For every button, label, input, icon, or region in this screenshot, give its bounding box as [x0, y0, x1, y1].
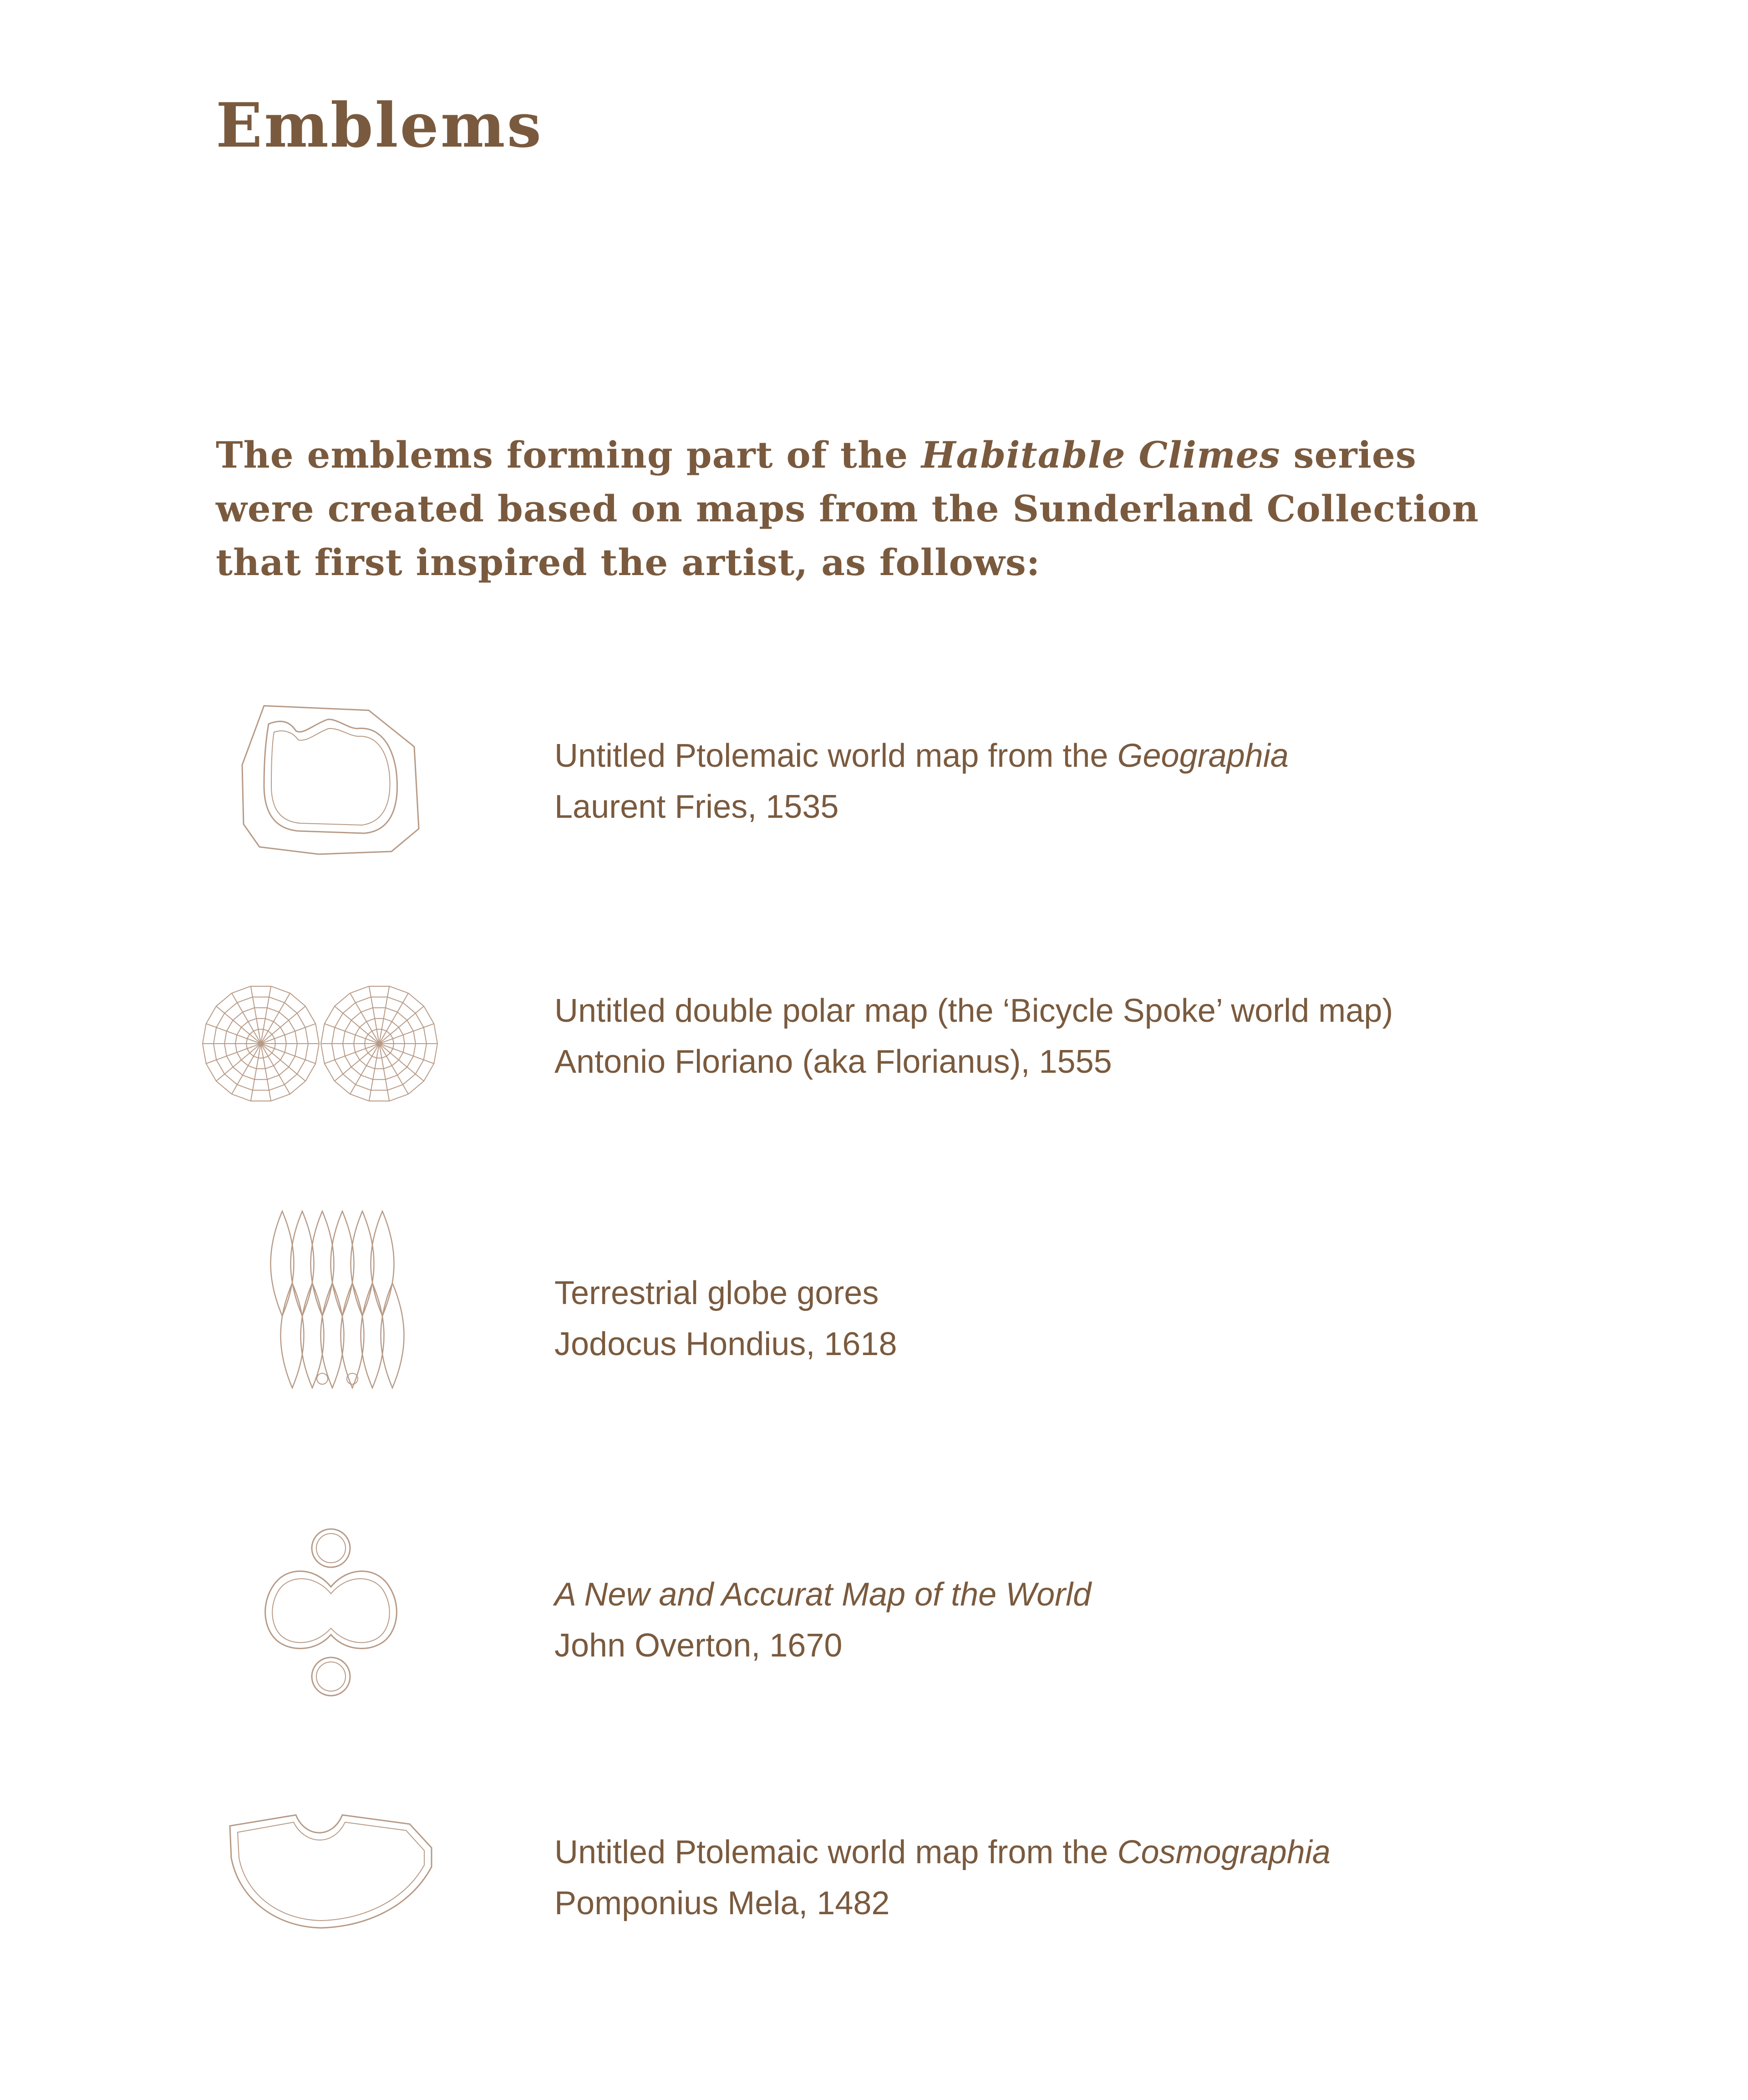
polar-ring-segment: [361, 1008, 373, 1012]
polar-ring-segment: [403, 1074, 416, 1085]
polar-ring-segment: [249, 1031, 254, 1034]
polar-spoke: [335, 1006, 379, 1044]
polar-ring-segment: [297, 1060, 305, 1074]
polar-ring-segment: [237, 1052, 241, 1060]
accurat-map-emblem-icon: [200, 1521, 455, 1712]
intro-text-start: The emblems forming part of the: [216, 433, 921, 476]
polar-ring-segment: [343, 1031, 345, 1044]
polar-ring-segment: [224, 1003, 237, 1013]
polar-ring-segment: [280, 1027, 285, 1035]
polar-ring-segment: [387, 997, 403, 1003]
polar-ring-segment: [332, 1027, 335, 1044]
polar-ring-segment: [403, 1035, 405, 1044]
polar-ring-segment: [216, 1013, 224, 1027]
polar-ring-segment: [351, 1012, 361, 1020]
polar-ring-segment: [389, 1094, 408, 1101]
polar-ring-segment: [247, 1034, 250, 1039]
polar-ring-segment: [305, 1044, 308, 1060]
polar-ring-segment: [356, 997, 371, 1003]
polar-ring-segment: [232, 1094, 251, 1101]
polar-ring-segment: [416, 1060, 424, 1074]
emblem-credit: Jodocus Hondius, 1618: [554, 1326, 897, 1362]
polar-ring-segment: [305, 1006, 315, 1024]
polar-ring-segment: [246, 1044, 247, 1049]
polar-ring-segment: [407, 1020, 413, 1031]
polar-ring-segment: [354, 1035, 355, 1044]
polar-ring-segment: [391, 1049, 393, 1053]
polar-ring-segment: [366, 1065, 375, 1069]
emblem-entry-overton: [0, 1521, 1748, 1712]
polar-ring-segment: [332, 1044, 335, 1060]
polar-ring-segment: [386, 1031, 391, 1034]
polar-spoke: [216, 1044, 261, 1081]
polar-ring-segment: [321, 1044, 325, 1064]
polar-ring-segment: [247, 1049, 250, 1053]
ptolemaic-cosmographia-emblem-icon: [200, 1799, 455, 1990]
polar-ring-segment: [249, 1053, 254, 1056]
emblem-entry-hondius: [0, 1207, 1748, 1398]
polar-ring-segment: [325, 1064, 335, 1081]
polar-wheel: [203, 986, 319, 1101]
polar-ring-segment: [397, 1012, 407, 1020]
polar-ring-segment: [305, 1064, 315, 1081]
emblem-title: Untitled Ptolemaic world map from the Geographia: [554, 738, 1289, 774]
polar-ring-segment: [213, 1044, 216, 1060]
polar-ring-segment: [279, 1067, 289, 1075]
emblem-entry-mela: [0, 1799, 1748, 1990]
polar-ring-segment: [237, 1027, 241, 1035]
polar-ring-segment: [393, 1039, 394, 1044]
polar-ring-segment: [325, 1006, 335, 1024]
emblem-caption-overton: [554, 1569, 1091, 1671]
polar-ring-segment: [272, 1049, 275, 1053]
polar-ring-segment: [403, 1044, 405, 1052]
polar-ring-segment: [206, 1064, 216, 1081]
emblem-entry-fries: [0, 692, 1748, 883]
polar-ring-segment: [343, 1074, 356, 1085]
polar-spoke: [379, 1006, 424, 1044]
polar-ring-segment: [366, 1019, 375, 1022]
polar-spoke: [261, 1006, 305, 1044]
polar-ring-segment: [269, 1085, 285, 1090]
polar-ring-segment: [271, 986, 290, 993]
polar-ring-segment: [254, 1056, 258, 1058]
polar-ring-segment: [372, 1029, 376, 1031]
polar-ring-segment: [235, 1044, 237, 1052]
polar-ring-segment: [285, 1003, 297, 1013]
polar-ring-segment: [335, 993, 350, 1006]
polar-spoke: [261, 1044, 305, 1081]
emblem-credit: Pomponius Mela, 1482: [554, 1885, 890, 1922]
emblem-caption-fries: [554, 730, 1289, 832]
polar-ring-segment: [224, 1074, 237, 1085]
polar-ring-segment: [290, 1081, 305, 1094]
polar-ring-segment: [248, 1019, 256, 1022]
polar-ring-segment: [350, 986, 369, 993]
polar-ring-segment: [297, 1013, 305, 1027]
polar-ring-segment: [268, 1031, 272, 1034]
emblem-caption-mela: [554, 1827, 1331, 1929]
polar-ring-segment: [387, 1085, 403, 1090]
polar-ring-segment: [434, 1024, 437, 1044]
polar-ring-segment: [265, 1065, 274, 1069]
emblem-title: Untitled Ptolemaic world map from the Cosmographia: [554, 1834, 1331, 1871]
polar-ring-segment: [403, 1003, 416, 1013]
polar-ring-segment: [368, 1031, 372, 1034]
polar-ring-segment: [361, 1075, 373, 1080]
polar-ring-segment: [241, 1022, 248, 1028]
polar-ring-segment: [386, 1008, 397, 1012]
polar-ring-segment: [424, 1006, 434, 1024]
polar-ring-segment: [434, 1044, 437, 1064]
polar-ring-segment: [243, 1075, 254, 1080]
polar-ring-segment: [267, 1008, 279, 1012]
polar-ring-segment: [335, 1060, 343, 1074]
polar-ring-segment: [290, 993, 305, 1006]
polar-ring-segment: [424, 1064, 434, 1081]
polar-ring-segment: [416, 1013, 424, 1027]
polar-ring-segment: [355, 1027, 360, 1035]
polar-ring-segment: [366, 1049, 368, 1053]
polar-ring-segment: [216, 993, 232, 1006]
polar-ring-segment: [392, 1060, 399, 1066]
polar-ring-segment: [289, 1020, 295, 1031]
polar-ring-segment: [408, 1081, 424, 1094]
polar-ring-segment: [413, 1031, 416, 1044]
ptolemaic-geographia-emblem-icon: [200, 692, 455, 883]
polar-ring-segment: [382, 1056, 386, 1058]
polar-ring-segment: [399, 1052, 403, 1060]
polar-ring-segment: [393, 1044, 394, 1049]
polar-ring-segment: [285, 1035, 286, 1044]
polar-ring-segment: [386, 1075, 397, 1080]
polar-ring-segment: [397, 1067, 407, 1075]
emblem-entry-floriano: [0, 947, 1748, 1138]
polar-ring-segment: [274, 1060, 280, 1066]
polar-ring-segment: [343, 1003, 356, 1013]
polar-ring-segment: [264, 1029, 268, 1031]
polar-ring-segment: [279, 1012, 289, 1020]
polar-ring-segment: [272, 1034, 275, 1039]
polar-ring-segment: [424, 1044, 427, 1060]
polar-ring-segment: [315, 1044, 319, 1064]
polar-ring-segment: [365, 1044, 366, 1049]
polar-ring-segment: [413, 1044, 416, 1056]
polar-ring-segment: [392, 1022, 399, 1028]
polar-ring-segment: [216, 1060, 224, 1074]
polar-ring-segment: [360, 1060, 366, 1066]
polar-ring-segment: [269, 997, 285, 1003]
polar-ring-segment: [389, 986, 408, 993]
polar-ring-segment: [237, 997, 253, 1003]
polar-ring-segment: [343, 1044, 345, 1056]
polar-ring-segment: [386, 1053, 391, 1056]
intro-paragraph: [216, 428, 1527, 589]
double-polar-map-emblem-icon: [200, 947, 455, 1138]
polar-ring-segment: [271, 1094, 290, 1101]
intro-text-end: series were created based on maps from the Sunderland Collection that first inspired the artist, as follows:: [216, 433, 1479, 584]
polar-ring-segment: [354, 1044, 355, 1052]
polar-ring-segment: [264, 1056, 268, 1058]
polar-ring-segment: [351, 1067, 361, 1075]
polar-ring-segment: [408, 993, 424, 1006]
polar-ring-segment: [203, 1044, 206, 1064]
polar-ring-segment: [384, 1065, 392, 1069]
polar-ring-segment: [227, 1020, 233, 1031]
polar-ring-segment: [224, 1044, 227, 1056]
polar-ring-segment: [216, 1081, 232, 1094]
polar-ring-segment: [350, 1094, 369, 1101]
polar-ring-segment: [203, 1024, 206, 1044]
polar-spoke: [379, 1044, 424, 1081]
polar-ring-segment: [274, 1022, 280, 1028]
polar-ring-segment: [295, 1044, 297, 1056]
polar-ring-segment: [368, 1053, 372, 1056]
polar-ring-segment: [267, 1075, 279, 1080]
polar-ring-segment: [360, 1022, 366, 1028]
polar-ring-segment: [305, 1027, 308, 1044]
gore-polar-cap: [317, 1373, 328, 1384]
emblem-title: A New and Accurat Map of the World: [554, 1576, 1092, 1613]
polar-ring-segment: [248, 1065, 256, 1069]
polar-ring-segment: [424, 1027, 427, 1044]
polar-ring-segment: [407, 1056, 413, 1067]
polar-ring-segment: [391, 1034, 393, 1039]
emblem-caption-floriano: [554, 985, 1393, 1087]
polar-ring-segment: [243, 1008, 254, 1012]
polar-ring-segment: [268, 1053, 272, 1056]
polar-ring-segment: [372, 1056, 376, 1058]
polar-ring-segment: [213, 1027, 216, 1044]
polar-ring-segment: [366, 1034, 368, 1039]
emblem-title: Terrestrial globe gores: [554, 1275, 879, 1311]
polar-ring-segment: [246, 1039, 247, 1044]
polar-ring-segment: [365, 1039, 366, 1044]
polar-ring-segment: [285, 1044, 286, 1052]
polar-ring-segment: [384, 1019, 392, 1022]
polar-ring-segment: [289, 1056, 295, 1067]
polar-ring-segment: [335, 1013, 343, 1027]
polar-spoke: [216, 1006, 261, 1044]
emblem-credit: Laurent Fries, 1535: [554, 789, 839, 825]
polar-ring-segment: [285, 1074, 297, 1085]
polar-ring-segment: [206, 1006, 216, 1024]
polar-ring-segment: [315, 1024, 319, 1044]
polar-ring-segment: [241, 1060, 248, 1066]
polar-ring-segment: [235, 1035, 237, 1044]
polar-ring-segment: [224, 1031, 227, 1044]
polar-ring-segment: [274, 1044, 275, 1049]
polar-ring-segment: [254, 1029, 258, 1031]
polar-ring-segment: [321, 1024, 325, 1044]
page-title: Emblems: [216, 89, 544, 161]
polar-spoke: [335, 1044, 379, 1081]
polar-ring-segment: [335, 1081, 350, 1094]
polar-ring-segment: [382, 1029, 386, 1031]
polar-ring-segment: [280, 1052, 285, 1060]
polar-ring-segment: [274, 1039, 275, 1044]
polar-ring-segment: [233, 1067, 243, 1075]
polar-ring-segment: [399, 1027, 403, 1035]
polar-ring-segment: [232, 986, 251, 993]
globe-gores-emblem-icon: [200, 1207, 455, 1398]
emblem-credit: Antonio Floriano (aka Florianus), 1555: [554, 1044, 1112, 1080]
polar-ring-segment: [345, 1056, 351, 1067]
polar-ring-segment: [345, 1020, 351, 1031]
emblem-credit: John Overton, 1670: [554, 1627, 843, 1664]
polar-ring-segment: [356, 1085, 371, 1090]
polar-ring-segment: [227, 1056, 233, 1067]
intro-series-name: Habitable Climes: [921, 433, 1281, 476]
polar-ring-segment: [233, 1012, 243, 1020]
polar-ring-segment: [295, 1031, 297, 1044]
polar-ring-segment: [265, 1019, 274, 1022]
emblem-title: Untitled double polar map (the ‘Bicycle Spoke’ world map): [554, 993, 1393, 1029]
emblem-caption-hondius: [554, 1268, 897, 1370]
polar-ring-segment: [237, 1085, 253, 1090]
polar-ring-segment: [355, 1052, 360, 1060]
polar-wheel: [321, 986, 437, 1101]
